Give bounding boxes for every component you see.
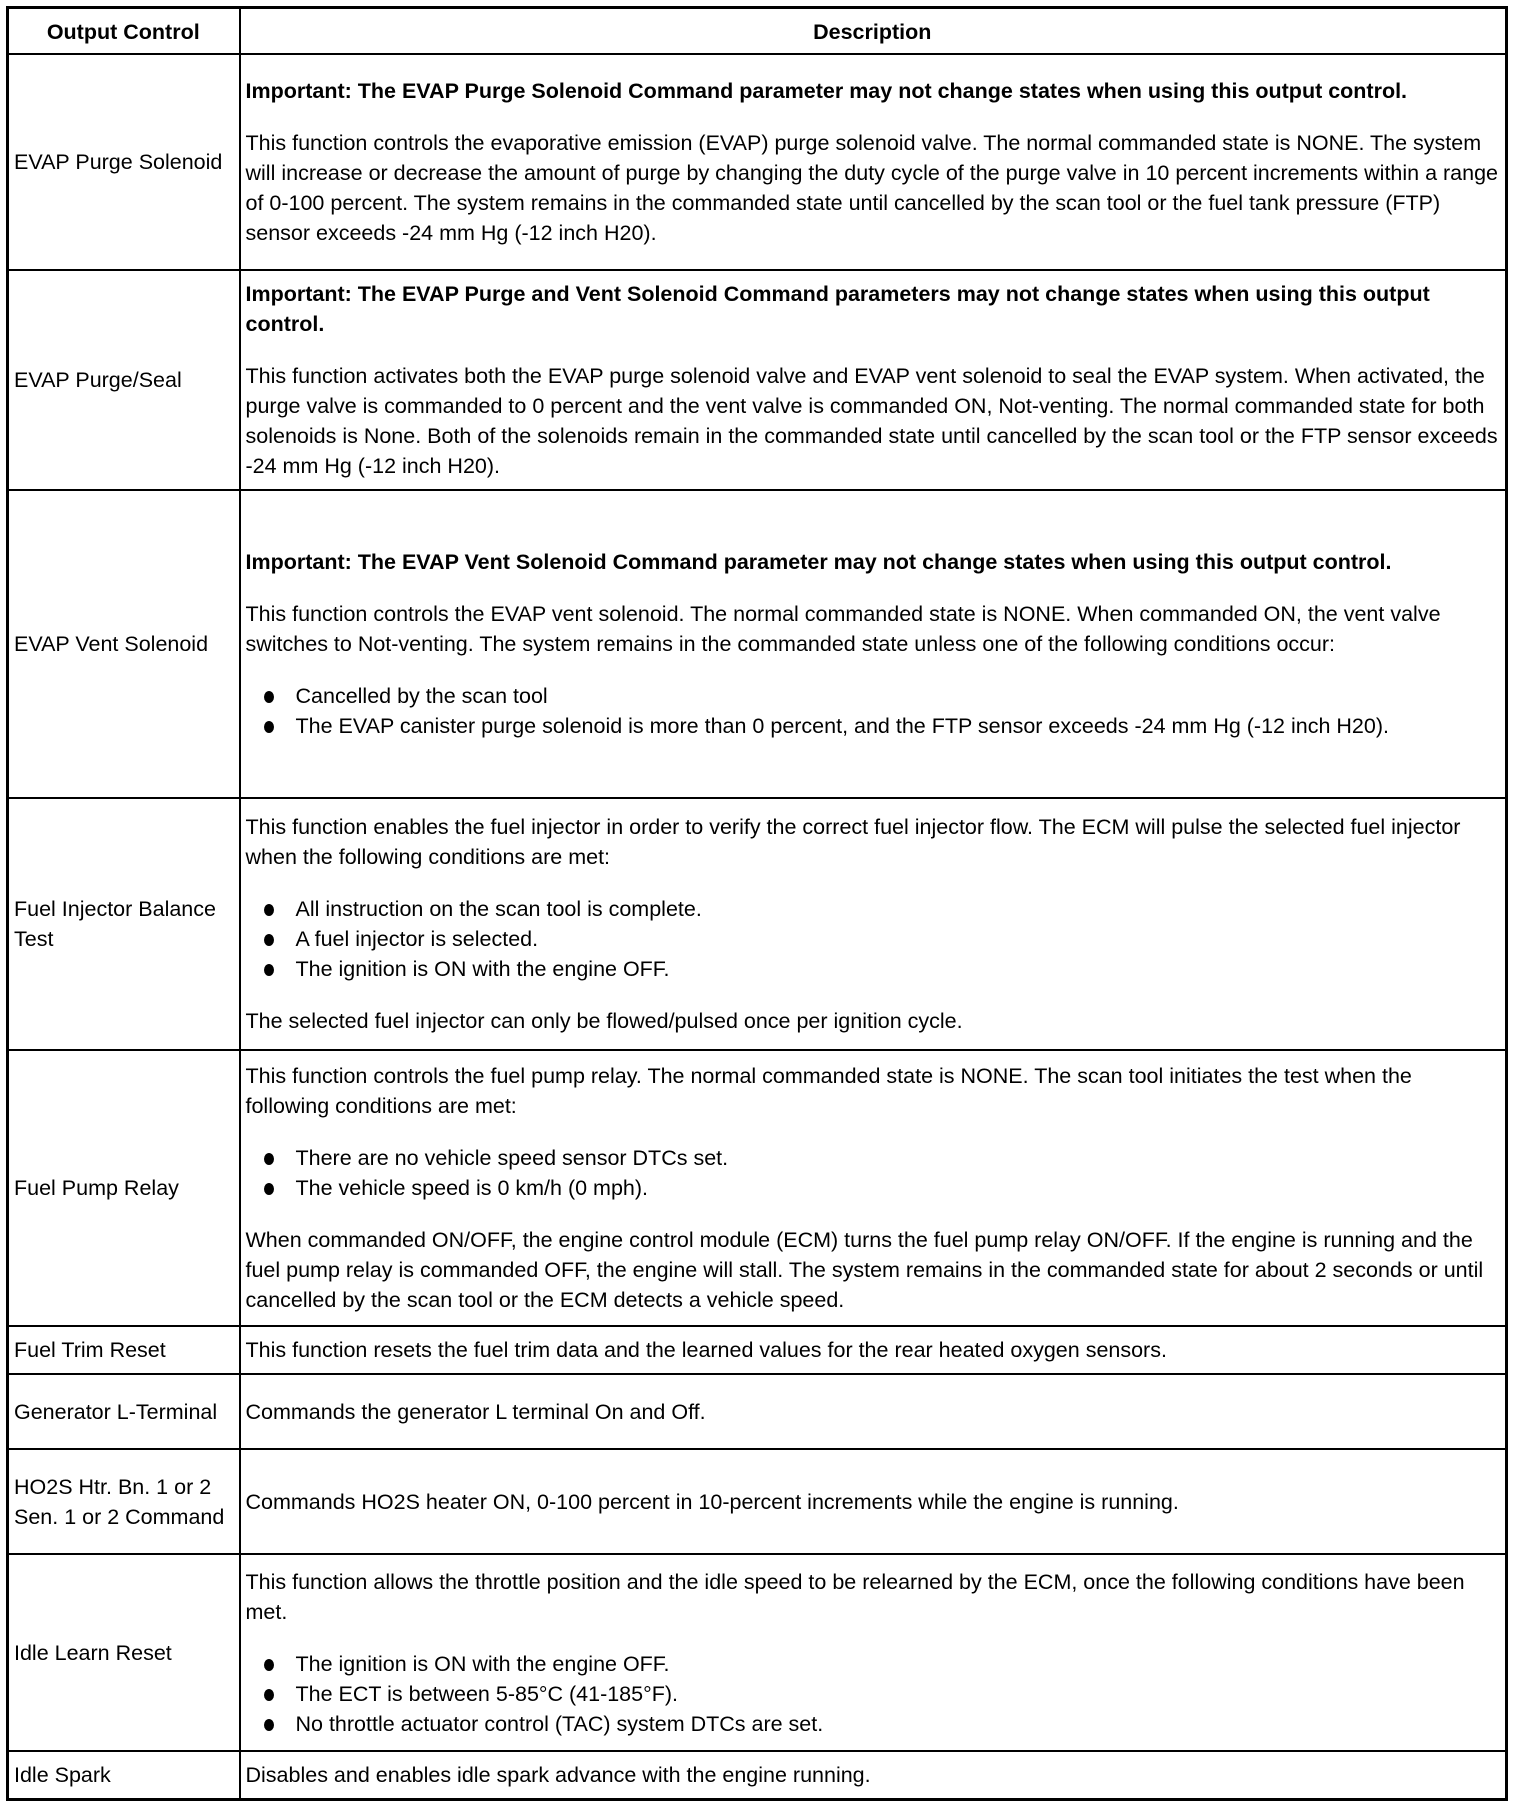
- list-item-text: The ignition is ON with the engine OFF.: [295, 1651, 670, 1676]
- description-text: This function controls the evaporative emission (EVAP) purge solenoid valve. The normal commanded state is NONE. The system will increase or decrease the amount of purge by changing the duty cycle of the purge valve in 10 percent increments within a range of 0-100 percent. The system remains in the commanded state until cancelled by the scan tool or the fuel tank pressure (FTP) sensor exceeds -24 mm Hg (-12 inch H20).: [245, 131, 1499, 245]
- list-item: [246, 1143, 1500, 1173]
- condition-list: [246, 1649, 1500, 1739]
- description-cell: [240, 1374, 1507, 1449]
- description-cell: [240, 1751, 1507, 1800]
- list-item-text: Cancelled by the scan tool: [295, 684, 548, 708]
- header-row: [8, 8, 1507, 55]
- important-note: Important: The EVAP Purge Solenoid Command parameter may not change states when using this output control.: [245, 79, 1408, 103]
- list-item: [246, 954, 1500, 984]
- table-row: [8, 1554, 1507, 1751]
- important-note: Important: The EVAP Vent Solenoid Command parameter may not change states when using this output control.: [245, 550, 1392, 574]
- list-item: [246, 1649, 1500, 1679]
- list-item-text: There are no vehicle speed sensor DTCs set.: [295, 1146, 729, 1170]
- description-text: This function allows the throttle position and the idle speed to be relearned by the ECM, once the following conditions have been met.: [245, 1569, 1465, 1624]
- description-text: Disables and enables idle spark advance with the engine running.: [245, 1763, 871, 1787]
- bullet-icon: [264, 1153, 274, 1165]
- description-text: This function resets the fuel trim data and the learned values for the rear heated oxygen sensors.: [245, 1338, 1167, 1362]
- description-cell: [240, 490, 1507, 798]
- table-row: [8, 490, 1507, 798]
- description-cell: [240, 1554, 1507, 1751]
- control-name: Generator L-Terminal: [8, 1374, 240, 1449]
- control-name: Idle Spark: [8, 1751, 240, 1800]
- list-item-text: The ECT is between 5-85°C (41-185°F).: [295, 1681, 678, 1706]
- list-item-text: The vehicle speed is 0 km/h (0 mph).: [295, 1176, 649, 1200]
- condition-list: [246, 894, 1500, 984]
- bullet-icon: [264, 721, 274, 733]
- header-description: Description: [240, 8, 1507, 55]
- list-item-text: The EVAP canister purge solenoid is more than 0 percent, and the FTP sensor exceeds -24 mm Hg (-12 inch H20).: [295, 714, 1389, 738]
- bullet-icon: [264, 904, 274, 916]
- important-note: Important: The EVAP Purge and Vent Solenoid Command parameters may not change states when using this output control.: [245, 282, 1430, 336]
- description-cell: [240, 798, 1507, 1050]
- bullet-icon: [264, 691, 274, 703]
- control-name: EVAP Purge/Seal: [8, 270, 240, 490]
- list-item: [246, 1709, 1500, 1739]
- condition-list: [246, 1143, 1500, 1203]
- control-name: Fuel Trim Reset: [8, 1326, 240, 1374]
- description-text: This function controls the EVAP vent solenoid. The normal commanded state is NONE. When commanded ON, the vent valve switches to Not-venting. The system remains in the commanded state unless one of the following conditions occur:: [245, 602, 1441, 656]
- bullet-icon: [264, 1183, 274, 1195]
- list-item-text: All instruction on the scan tool is complete.: [295, 897, 702, 921]
- description-text: This function controls the fuel pump relay. The normal commanded state is NONE. The scan tool initiates the test when the following conditions are met:: [245, 1064, 1412, 1118]
- table-row: [8, 1751, 1507, 1800]
- condition-list: [246, 681, 1500, 741]
- list-item-text: The ignition is ON with the engine OFF.: [295, 957, 670, 981]
- table-row: [8, 1374, 1507, 1449]
- description-text: The selected fuel injector can only be flowed/pulsed once per ignition cycle.: [245, 1009, 963, 1033]
- bullet-icon: [264, 934, 274, 946]
- bullet-icon: [264, 1689, 274, 1701]
- list-item: [246, 924, 1500, 954]
- table-row: [8, 270, 1507, 490]
- description-cell: [240, 1050, 1507, 1326]
- control-name: EVAP Purge Solenoid: [8, 54, 240, 270]
- description-cell: [240, 270, 1507, 490]
- description-text: This function activates both the EVAP purge solenoid valve and EVAP vent solenoid to seal the EVAP system. When activated, the purge valve is commanded to 0 percent and the vent valve is commanded ON, Not-venting. The normal commanded state for both solenoids is None. Both of the solenoids remain in the commanded state until cancelled by the scan tool or the FTP sensor exceeds -24 mm Hg (-12 inch H20).: [245, 364, 1498, 478]
- table-row: [8, 1326, 1507, 1374]
- list-item: [246, 1679, 1500, 1709]
- table-row: [8, 1449, 1507, 1554]
- description-text: Commands HO2S heater ON, 0-100 percent in 10-percent increments while the engine is running.: [245, 1489, 1179, 1514]
- list-item-text: A fuel injector is selected.: [295, 927, 539, 951]
- description-text: Commands the generator L terminal On and Off.: [245, 1399, 706, 1424]
- list-item: [246, 894, 1500, 924]
- description-text: When commanded ON/OFF, the engine control module (ECM) turns the fuel pump relay ON/OFF. If the engine is running and the fuel pump relay is commanded OFF, the engine will stall. The system remains in the commanded state for about 2 seconds or until cancelled by the scan tool or the ECM detects a vehicle speed.: [245, 1228, 1484, 1312]
- list-item-text: No throttle actuator control (TAC) system DTCs are set.: [295, 1711, 824, 1736]
- description-cell: [240, 1449, 1507, 1554]
- control-name: EVAP Vent Solenoid: [8, 490, 240, 798]
- list-item: [246, 681, 1500, 711]
- table-row: [8, 1050, 1507, 1326]
- bullet-icon: [264, 1719, 274, 1731]
- bullet-icon: [264, 964, 274, 976]
- description-cell: [240, 54, 1507, 270]
- bullet-icon: [264, 1659, 274, 1671]
- control-name: HO2S Htr. Bn. 1 or 2 Sen. 1 or 2 Command: [8, 1449, 240, 1554]
- control-name: Fuel Injector Balance Test: [8, 798, 240, 1050]
- table-row: [8, 54, 1507, 270]
- control-name: Idle Learn Reset: [8, 1554, 240, 1751]
- list-item: [246, 1173, 1500, 1203]
- list-item: [246, 711, 1500, 741]
- description-cell: [240, 1326, 1507, 1374]
- table-row: [8, 798, 1507, 1050]
- header-output-control: Output Control: [8, 8, 240, 55]
- output-control-table: [6, 6, 1508, 1801]
- control-name: Fuel Pump Relay: [8, 1050, 240, 1326]
- description-text: This function enables the fuel injector in order to verify the correct fuel injector flow. The ECM will pulse the selected fuel injector when the following conditions are met:: [245, 815, 1461, 869]
